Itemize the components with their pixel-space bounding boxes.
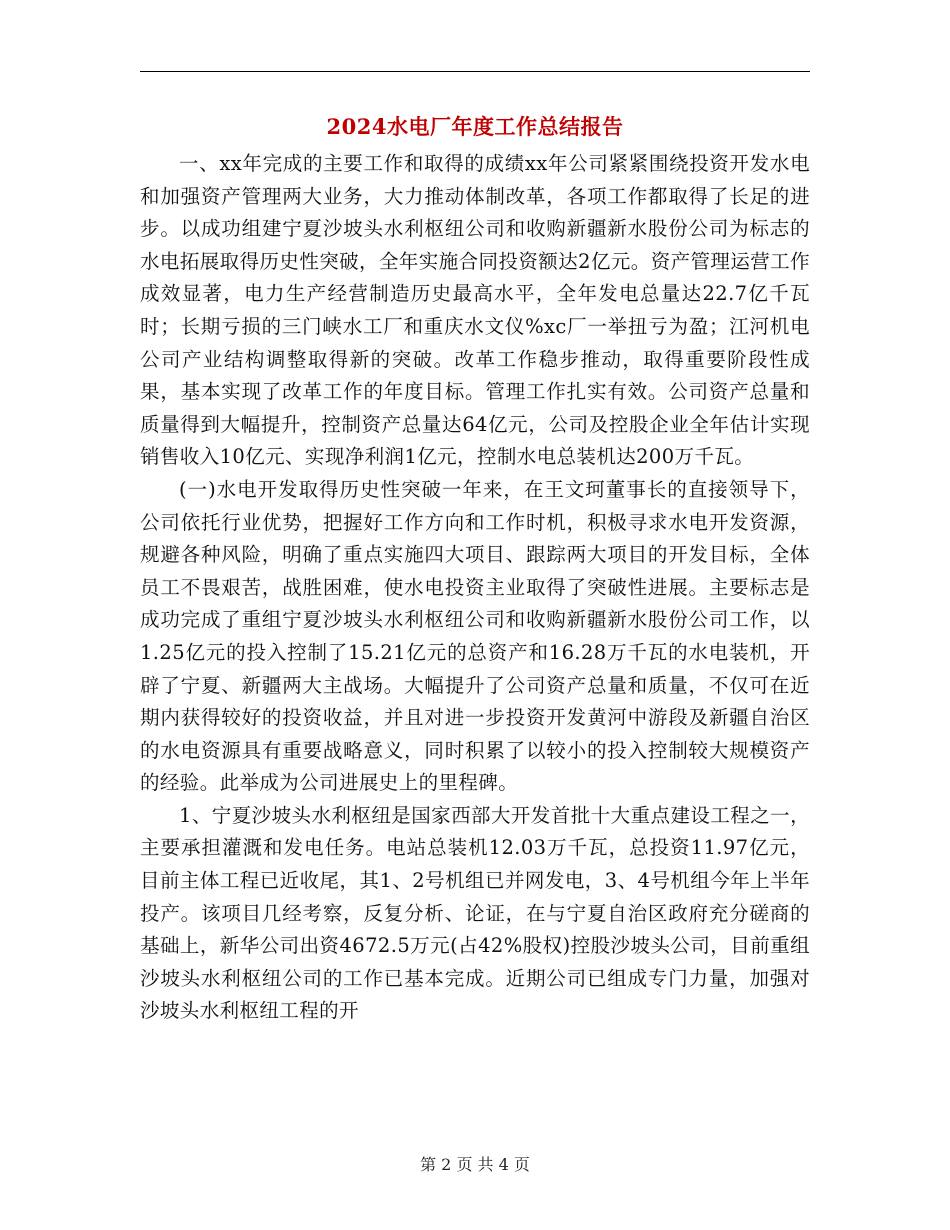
page-label-suffix: 页 xyxy=(513,1155,530,1174)
paragraph-shapotou-project: 1、宁夏沙坡头水利枢纽是国家西部大开发首批十大重点建设工程之一，主要承担灌溉和发电任务。电站总装机12.03万千瓦，总投资11.97亿元，目前主体工程已近收尾，其1、2号机组已并网发电，3、4号机组今年上半年投产。该项目几经考察，反复分析、论证，在与宁夏自治区政府充分磋商的基础上，新华公司出资4672.5万元(占42%股权)控股沙坡头公司，目前重组沙坡头水利枢纽公司的工作已基本完成。近期公司已组成专门力量，加强对沙坡头水利枢纽工程的开 xyxy=(140,803,810,1023)
page-label-middle: 页 共 xyxy=(456,1155,494,1174)
paragraph-hydropower-breakthrough: (一)水电开发取得历史性突破一年来，在王文珂董事长的直接领导下，公司依托行业优势，把握好工作方向和工作时机，积极寻求水电开发资源，规避各种风险，明确了重点实施四大项目、跟踪两大项目的开发目标，全体员工不畏艰苦，战胜困难，使水电投资主业取得了突破性进展。主要标志是成功完成了重组宁夏沙坡头水利枢纽公司和收购新疆新水股份公司工作，以1.25亿元的投入控制了15.21亿元的总资产和16.28万千瓦的水电装机，开辟了宁夏、新疆两大主战场。大幅提升了公司资产总量和质量，不仅可在近期内获得较好的投资收益，并且对进一步投资开发黄河中游段及新疆自治区的水电资源具有重要战略意义，同时积累了以较小的投入控制较大规模资产的经验。此举成为公司进展史上的里程碑。 xyxy=(140,477,810,795)
document-body xyxy=(140,148,810,1028)
current-page-number: 2 xyxy=(441,1155,452,1174)
document-title: 2024水电厂年度工作总结报告 xyxy=(326,114,624,139)
page-footer xyxy=(0,1154,950,1176)
header-divider xyxy=(140,71,810,72)
total-pages-number: 4 xyxy=(498,1155,509,1174)
paragraph-summary: 一、xx年完成的主要工作和取得的成绩xx年公司紧紧围绕投资开发水电和加强资产管理两大业务，大力推动体制改革，各项工作都取得了长足的进步。以成功组建宁夏沙坡头水利枢纽公司和收购新疆新水股份公司为标志的水电拓展取得历史性突破，全年实施合同投资额达2亿元。资产管理运营工作成效显著，电力生产经营制造历史最高水平，全年发电总量达22.7亿千瓦时；长期亏损的三门峡水工厂和重庆水文仪%xc厂一举扭亏为盈；江河机电公司产业结构调整取得新的突破。改革工作稳步推动，取得重要阶段性成果，基本实现了改革工作的年度目标。管理工作扎实有效。公司资产总量和质量得到大幅提升，控制资产总量达64亿元，公司及控股企业全年估计实现销售收入10亿元、实现净利润1亿元，控制水电总装机达200万千瓦。 xyxy=(140,152,810,469)
page-label-prefix: 第 xyxy=(420,1155,437,1174)
